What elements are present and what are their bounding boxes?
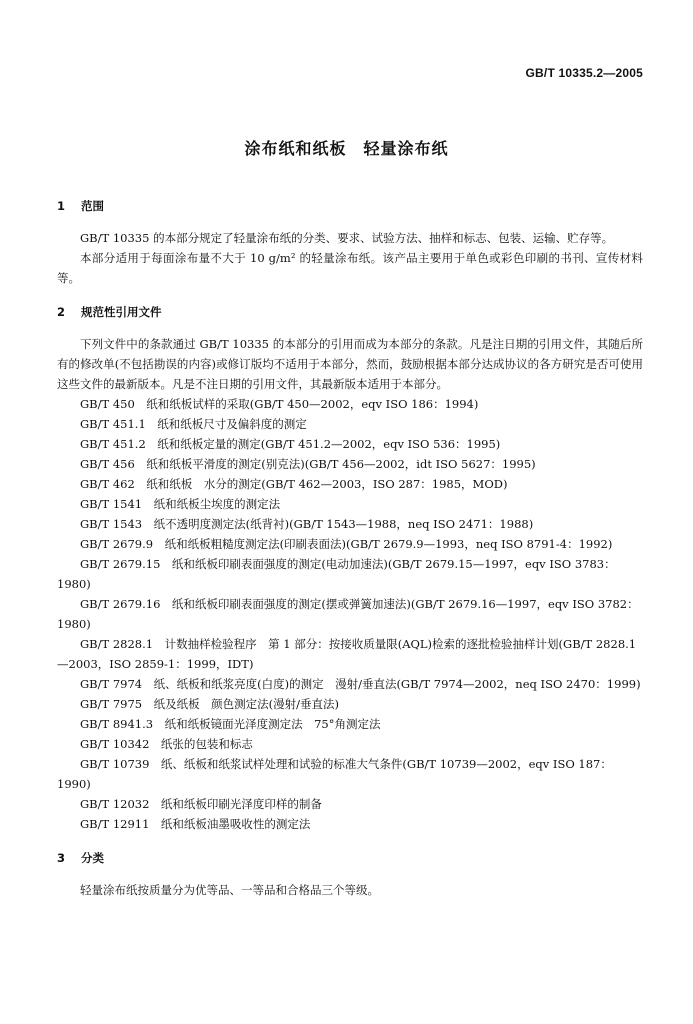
reference-item: GB/T 451.1 纸和纸板尺寸及偏斜度的测定 <box>80 417 307 431</box>
section-title: 规范性引用文件 <box>81 305 162 319</box>
reference-item: GB/T 7974 纸、纸板和纸浆亮度(白度)的测定 漫射/垂直法(GB/T 7974—2002，neq ISO 2470：1999) <box>80 677 641 691</box>
paragraph: 下列文件中的条款通过 GB/T 10335 的本部分的引用而成为本部分的条款。凡是注日期的引用文件，其随后所有的修改单(不包括勘误的内容)或修订版均不适用于本部分，然而，鼓励根据本部分达成协议的各方研究是否可使用这些文件的最新版本。凡是不注日期的引用文件，其最新版本适用于本部分。 <box>57 337 643 391</box>
section-number: 3 <box>57 851 66 865</box>
standard-code: GB/T 10335.2—2005 <box>525 66 643 80</box>
section-title: 范围 <box>81 199 104 213</box>
reference-item: GB/T 10342 纸张的包装和标志 <box>80 737 253 751</box>
document-body <box>57 196 643 900</box>
section-number: 2 <box>57 305 66 319</box>
reference-item: GB/T 2679.16 纸和纸板印刷表面强度的测定(摆或弹簧加速法)(GB/T 2679.16—1997，eqv ISO 3782：1980) <box>57 597 639 631</box>
reference-item: GB/T 1543 纸不透明度测定法(纸背衬)(GB/T 1543—1988，neq ISO 2471：1988) <box>80 517 534 531</box>
section-title: 分类 <box>81 851 104 865</box>
reference-item: GB/T 8941.3 纸和纸板镜面光泽度测定法 75°角测定法 <box>80 717 381 731</box>
reference-item: GB/T 462 纸和纸板 水分的测定(GB/T 462—2003，ISO 287：1985，MOD) <box>80 477 508 491</box>
paragraph: GB/T 10335 的本部分规定了轻量涂布纸的分类、要求、试验方法、抽样和标志、包装、运输、贮存等。 <box>80 231 614 245</box>
reference-item: GB/T 1541 纸和纸板尘埃度的测定法 <box>80 497 281 511</box>
reference-item: GB/T 2679.9 纸和纸板粗糙度测定法(印刷表面法)(GB/T 2679.9—1993，neq ISO 8791-4：1992) <box>80 537 613 551</box>
paragraph: 轻量涂布纸按质量分为优等品、一等品和合格品三个等级。 <box>80 883 379 897</box>
section-heading <box>57 196 643 216</box>
document-title: 涂布纸和纸板 轻量涂布纸 <box>244 139 449 158</box>
reference-list <box>57 394 643 834</box>
reference-item: GB/T 2828.1 计数抽样检验程序 第 1 部分：按接收质量限(AQL)检索的逐批检验抽样计划(GB/T 2828.1—2003，ISO 2859-1：1999，IDT) <box>57 637 637 671</box>
section-normative-references <box>57 302 643 834</box>
reference-item: GB/T 450 纸和纸板试样的采取(GB/T 450—2002，eqv ISO 186：1994) <box>80 397 479 411</box>
reference-item: GB/T 12032 纸和纸板印刷光泽度印样的制备 <box>80 797 322 811</box>
reference-item: GB/T 451.2 纸和纸板定量的测定(GB/T 451.2—2002，eqv ISO 536：1995) <box>80 437 501 451</box>
section-heading <box>57 848 643 868</box>
section-scope <box>57 196 643 288</box>
section-number: 1 <box>57 199 66 213</box>
reference-item: GB/T 456 纸和纸板平滑度的测定(别克法)(GB/T 456—2002，idt ISO 5627：1995) <box>80 457 536 471</box>
reference-item: GB/T 7975 纸及纸板 颜色测定法(漫射/垂直法) <box>80 697 339 711</box>
reference-item: GB/T 12911 纸和纸板油墨吸收性的测定法 <box>80 817 311 831</box>
reference-item: GB/T 10739 纸、纸板和纸浆试样处理和试验的标准大气条件(GB/T 10739—2002，eqv ISO 187：1990) <box>57 757 612 791</box>
section-classification <box>57 848 643 900</box>
reference-item: GB/T 2679.15 纸和纸板印刷表面强度的测定(电动加速法)(GB/T 2679.15—1997，eqv ISO 3783：1980) <box>57 557 616 591</box>
section-heading <box>57 302 643 322</box>
paragraph: 本部分适用于每面涂布量不大于 10 g/m² 的轻量涂布纸。该产品主要用于单色或彩色印刷的书刊、宣传材料等。 <box>57 251 643 285</box>
